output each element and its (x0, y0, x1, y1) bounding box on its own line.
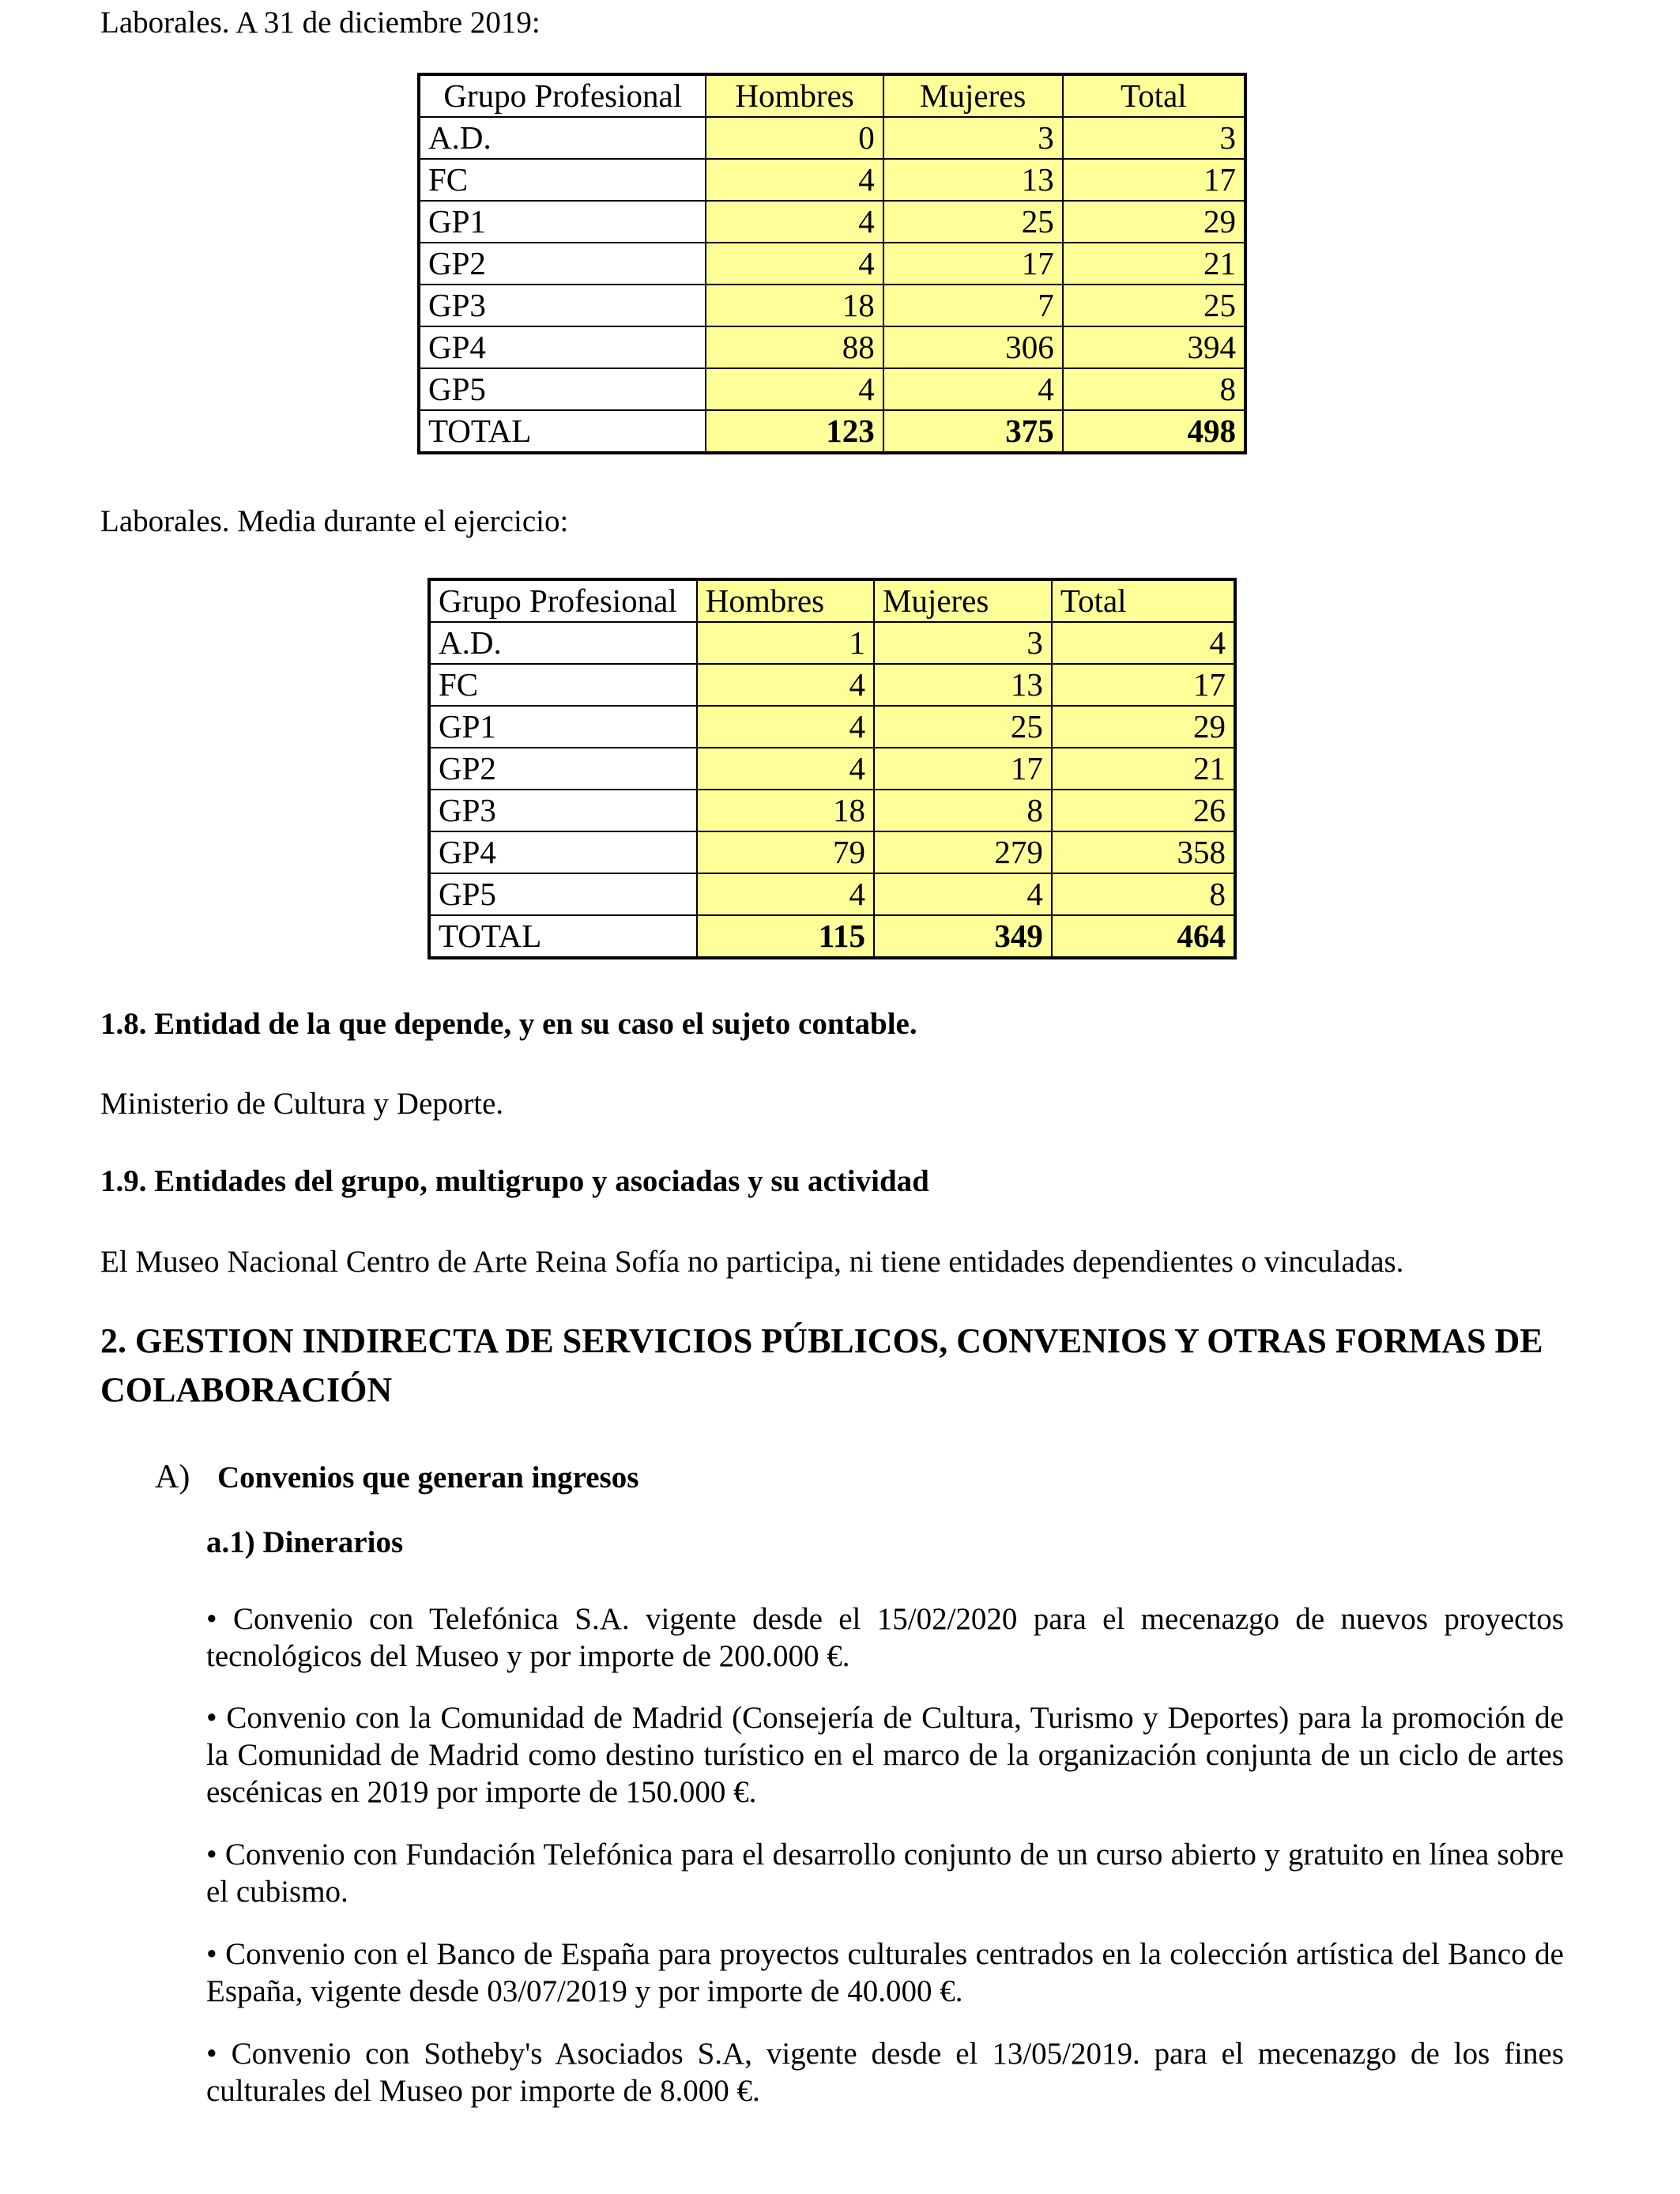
cell-total: 29 (1052, 706, 1235, 748)
col-header-women: Mujeres (883, 74, 1063, 117)
table-row (429, 622, 1235, 664)
cell-women: 25 (883, 201, 1063, 243)
row-label: FC (419, 159, 706, 201)
cell-total: 17 (1052, 664, 1235, 706)
cell-women: 4 (883, 368, 1063, 410)
row-label: GP3 (419, 285, 706, 326)
row-label: A.D. (419, 117, 706, 159)
cell-men: 88 (706, 326, 883, 368)
table-row (429, 706, 1235, 748)
cell-men: 4 (706, 159, 883, 201)
cell-total: 8 (1063, 368, 1245, 410)
cell-women: 17 (883, 243, 1063, 285)
row-label: GP4 (429, 831, 697, 873)
col-header-group: Grupo Profesional (429, 579, 697, 622)
row-label: A.D. (429, 622, 697, 664)
staff-table-2019 (417, 73, 1247, 454)
cell-women: 25 (874, 706, 1052, 748)
cell-women: 3 (874, 622, 1052, 664)
cell-total: 26 (1052, 790, 1235, 831)
cell-men: 4 (697, 748, 874, 790)
total-row (419, 410, 1245, 453)
staff-table-average (428, 578, 1237, 959)
cell-total: 17 (1063, 159, 1245, 201)
cell-women: 3 (883, 117, 1063, 159)
table-row (419, 326, 1245, 368)
cell-total: 464 (1052, 915, 1235, 958)
cell-men: 4 (706, 243, 883, 285)
section-1-8-text: Ministerio de Cultura y Deporte. (100, 1087, 504, 1121)
row-label: FC (429, 664, 697, 706)
cell-men: 79 (697, 831, 874, 873)
cell-total: 498 (1063, 410, 1245, 453)
row-label: GP1 (419, 201, 706, 243)
cell-total: 21 (1063, 243, 1245, 285)
row-label: GP1 (429, 706, 697, 748)
table-row (419, 368, 1245, 410)
table-row (429, 664, 1235, 706)
list-item: • Convenio con Telefónica S.A. vigente desde el 15/02/2020 para el mecenazgo de nuevos proyectos tecnológicos del Museo y por importe de 200.000 €. (206, 1602, 1564, 1673)
cell-women: 17 (874, 748, 1052, 790)
list-item: • Convenio con Fundación Telefónica para el desarrollo conjunto de un curso abierto y gratuito en línea sobre el cubismo. (206, 1838, 1564, 1909)
col-header-men: Hombres (706, 74, 883, 117)
cell-women: 7 (883, 285, 1063, 326)
cell-total: 394 (1063, 326, 1245, 368)
col-header-total: Total (1052, 579, 1235, 622)
section-1-9-heading: 1.9. Entidades del grupo, multigrupo y asociadas y su actividad (100, 1164, 929, 1198)
section-1-8-heading: 1.8. Entidad de la que depende, y en su caso el sujeto contable. (100, 1007, 917, 1041)
col-header-men: Hombres (697, 579, 874, 622)
table-row (419, 285, 1245, 326)
table1-caption: Laborales. A 31 de diciembre 2019: (100, 6, 541, 40)
col-header-total: Total (1063, 74, 1245, 117)
cell-men: 115 (697, 915, 874, 958)
cell-total: 8 (1052, 873, 1235, 915)
table-row (419, 159, 1245, 201)
cell-men: 123 (706, 410, 883, 453)
row-label: GP5 (429, 873, 697, 915)
col-header-group: Grupo Profesional (419, 74, 706, 117)
section-1-9-text: El Museo Nacional Centro de Arte Reina Sofía no participa, ni tiene entidades dependientes o vinculadas. (100, 1245, 1404, 1279)
section-a-marker: A) (155, 1459, 190, 1495)
cell-women: 13 (883, 159, 1063, 201)
cell-men: 1 (697, 622, 874, 664)
table-row (419, 117, 1245, 159)
cell-women: 306 (883, 326, 1063, 368)
cell-total: 21 (1052, 748, 1235, 790)
cell-women: 279 (874, 831, 1052, 873)
section-a1-title: a.1) Dinerarios (206, 1525, 404, 1559)
row-label: GP2 (419, 243, 706, 285)
list-item: • Convenio con la Comunidad de Madrid (Consejería de Cultura, Turismo y Deportes) para la promoción de la Comunidad de Madrid como destino turístico en el marco de la organización conjunta de un ciclo de artes escénicas en 2019 por importe de 150.000 €. (206, 1701, 1564, 1809)
list-item: • Convenio con el Banco de España para proyectos culturales centrados en la colección artística del Banco de España, vigente desde 03/07/2019 y por importe de 40.000 €. (206, 1937, 1564, 2008)
cell-women: 8 (874, 790, 1052, 831)
col-header-women: Mujeres (874, 579, 1052, 622)
row-label: TOTAL (419, 410, 706, 453)
section-a-title: Convenios que generan ingresos (217, 1461, 639, 1495)
cell-men: 18 (706, 285, 883, 326)
table2-caption: Laborales. Media durante el ejercicio: (100, 504, 569, 538)
cell-women: 13 (874, 664, 1052, 706)
row-label: TOTAL (429, 915, 697, 958)
cell-total: 358 (1052, 831, 1235, 873)
table-row (419, 243, 1245, 285)
cell-total: 3 (1063, 117, 1245, 159)
cell-men: 18 (697, 790, 874, 831)
table-row (429, 790, 1235, 831)
cell-total: 29 (1063, 201, 1245, 243)
cell-men: 4 (706, 368, 883, 410)
cell-men: 4 (697, 873, 874, 915)
table-row (429, 831, 1235, 873)
row-label: GP2 (429, 748, 697, 790)
cell-men: 4 (697, 664, 874, 706)
row-label: GP3 (429, 790, 697, 831)
list-item: • Convenio con Sotheby's Asociados S.A, vigente desde el 13/05/2019. para el mecenazgo de los fines culturales del Museo por importe de 8.000 €. (206, 2037, 1564, 2108)
row-label: GP5 (419, 368, 706, 410)
section-2-heading: 2. GESTION INDIRECTA DE SERVICIOS PÚBLICOS, CONVENIOS Y OTRAS FORMAS DE COLABORACIÓN (100, 1321, 1543, 1409)
table-row (429, 748, 1235, 790)
row-label: GP4 (419, 326, 706, 368)
cell-women: 4 (874, 873, 1052, 915)
cell-women: 375 (883, 410, 1063, 453)
cell-men: 0 (706, 117, 883, 159)
cell-women: 349 (874, 915, 1052, 958)
cell-men: 4 (706, 201, 883, 243)
table-row (429, 873, 1235, 915)
cell-total: 4 (1052, 622, 1235, 664)
table-row (419, 201, 1245, 243)
cell-men: 4 (697, 706, 874, 748)
total-row (429, 915, 1235, 958)
cell-total: 25 (1063, 285, 1245, 326)
